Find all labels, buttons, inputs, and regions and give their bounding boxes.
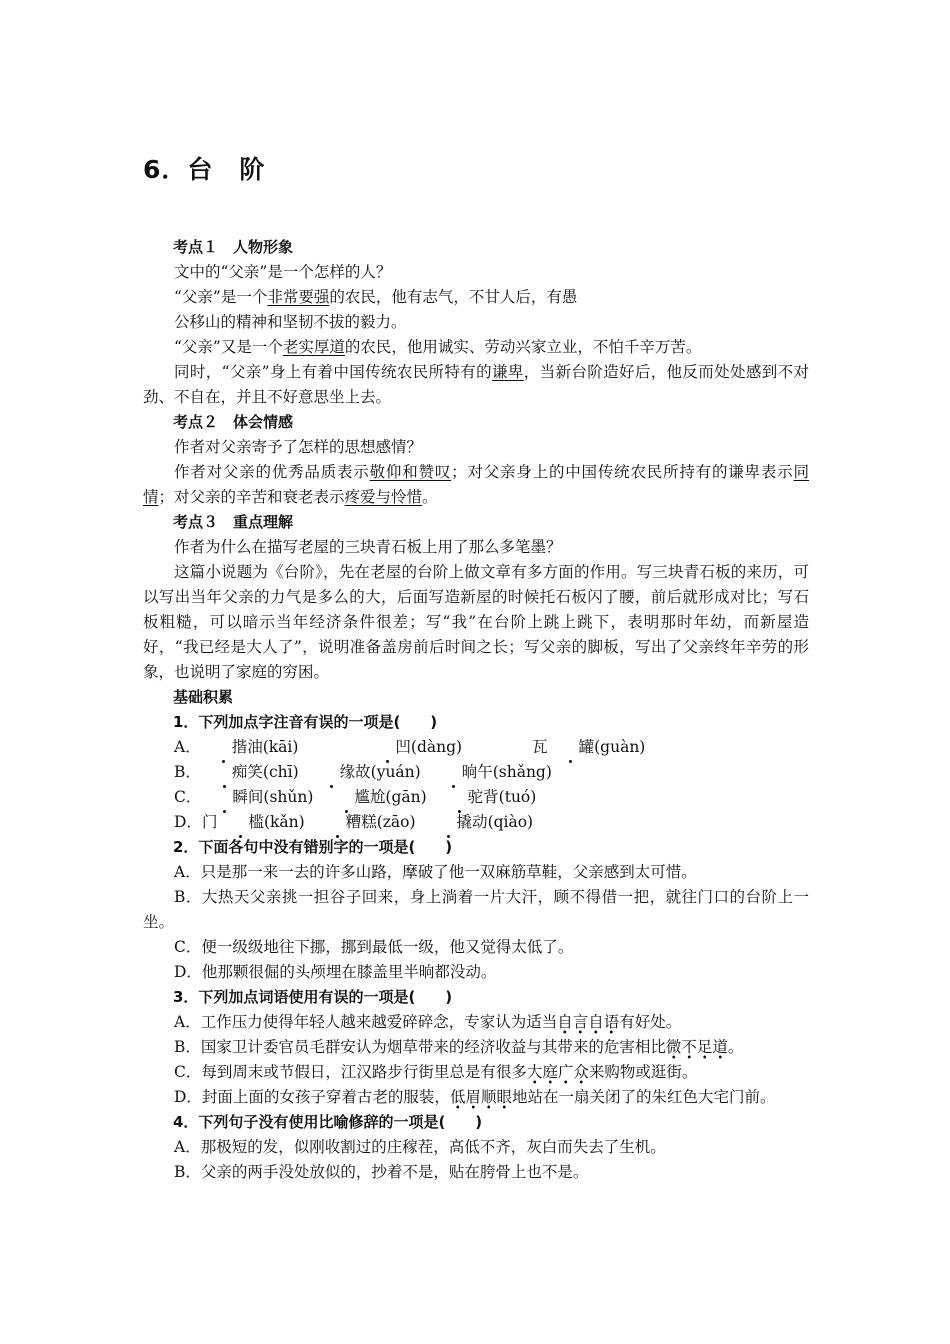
kd1-answer-line2: 公移山的精神和坚韧不拔的毅力。	[174, 313, 407, 331]
q2-option-a: A．只是那一来一去的许多山路，摩破了他一双麻筋草鞋，父亲感到太可惜。	[174, 863, 697, 881]
kd1-answer-line4: 同时，“父亲”身上有着中国传统农民所特有的谦卑，当新台阶造好后，他反而处处感到不对劲、不自在，并且不好意思坐上去。	[143, 363, 809, 406]
kd3-heading: 考点３ 重点理解	[173, 513, 294, 531]
q1-option-d: D．门 槛(kǎn) 糟糕(zāo) 撬动(qiào)	[143, 810, 809, 835]
kd2-question: 作者对父亲寄予了怎样的思想感情？	[174, 438, 423, 456]
q2-option-b: B．大热天父亲挑一担谷子回来，身上淌着一片大汗，顾不得借一把，就往门口的台阶上一坐。	[143, 888, 809, 931]
q3-option-a: A．工作压力使得年轻人越来越爱碎碎念，专家认为适当自言自语有好处。	[143, 1010, 809, 1035]
q4-stem: 4．下列句子没有使用比喻修辞的一项是( )	[173, 1113, 483, 1131]
kd2-heading: 考点２ 体会情感	[173, 413, 294, 431]
kd2-answer: 作者对父亲的优秀品质表示敬仰和赞叹；对父亲身上的中国传统农民所持有的谦卑表示同情；对父亲的辛苦和衰老表示疼爱与怜惜。	[143, 463, 809, 506]
q4-option-b: B．父亲的两手没处放似的，抄着不是，贴在胯骨上也不是。	[174, 1163, 589, 1181]
q2-stem: 2．下面各句中没有错别字的一项是( )	[173, 838, 453, 856]
kd3-question: 作者为什么在描写老屋的三块青石板上用了那么多笔墨？	[174, 538, 562, 556]
kd1-heading: 考点１ 人物形象	[173, 238, 294, 256]
section-heading: 基础积累	[173, 688, 234, 706]
kd3-answer: 这篇小说题为《台阶》，先在老屋的台阶上做文章有多方面的作用。写三块青石板的来历，可以写出当年父亲的力气是多么的大，后面写造新屋的时候托石板闪了腰，前后就形成对比；写石板粗糙，可以暗示当年经济条件很差；写“我”在台阶上跳上跳下，表明那时年幼，而新屋造好，“我已经是大人了”，说明准备盖房前后时间之长；写父亲的脚板，写出了父亲终年辛劳的形象，也说明了家庭的穷困。	[143, 563, 809, 681]
kd1-answer-line3: “父亲”又是一个老实厚道的农民，他用诚实、劳动兴家立业，不怕千辛万苦。	[174, 338, 702, 356]
q3-option-b: B．国家卫计委官员毛群安认为烟草带来的经济收益与其带来的危害相比微不足道。	[143, 1035, 809, 1060]
kd1-question: 文中的“父亲”是一个怎样的人？	[174, 263, 392, 281]
q3-option-d: D．封面上面的女孩子穿着古老的服装，低眉顺眼地站在一扇关闭了的朱红色大宅门前。	[143, 1085, 809, 1110]
q1-option-b: B． 痴笑(chī) 缘故(yuán) 晌午(shǎng)	[143, 760, 809, 785]
q3-option-c: C．每到周末或节假日，江汉路步行街里总是有很多大庭广众来购物或逛街。	[143, 1060, 809, 1085]
q1-option-c: C． 瞬间(shǔn) 尴尬(gān) 驼背(tuó)	[143, 785, 809, 810]
q4-option-a: A．那极短的发，似刚收割过的庄稼茬，高低不齐，灰白而失去了生机。	[174, 1138, 666, 1156]
document-body	[143, 235, 809, 1185]
q1-option-a: A． 揩油(kāi) 凹(dàng) 瓦 罐(guàn)	[143, 735, 809, 760]
q3-stem: 3．下列加点词语使用有误的一项是( )	[173, 988, 453, 1006]
q1-stem: 1．下列加点字注音有误的一项是( )	[173, 713, 438, 731]
lesson-title: 6．台 阶	[143, 155, 266, 184]
kd1-answer-line1: “父亲”是一个非常要强的农民，他有志气，不甘人后，有愚	[174, 288, 578, 306]
q2-option-c: C．便一级级地往下挪，挪到最低一级，他又觉得太低了。	[174, 938, 574, 956]
q2-option-d: D．他那颗很倔的头颅埋在膝盖里半晌都没动。	[174, 963, 497, 981]
